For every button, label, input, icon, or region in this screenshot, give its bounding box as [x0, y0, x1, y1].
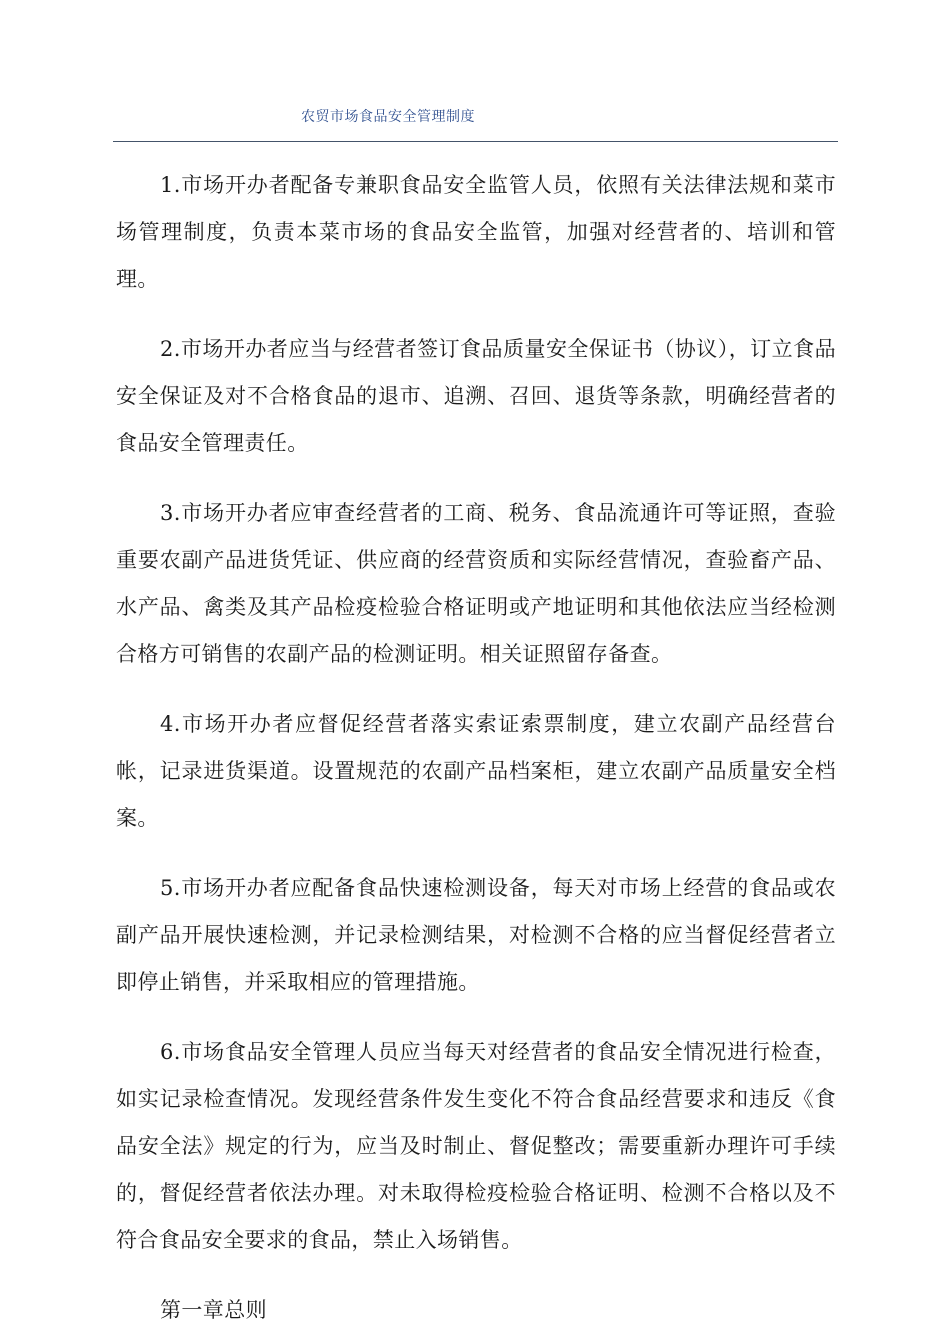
chapter-heading: 第一章总则 — [160, 1298, 267, 1322]
header-divider — [113, 141, 838, 142]
paragraph-1: 1.市场开办者配备专兼职食品安全监管人员，依照有关法律法规和菜市场管理制度，负责本菜市场的食品安全监管，加强对经营者的、培训和管理。 — [116, 173, 836, 291]
paragraph-2: 2.市场开办者应当与经营者签订食品质量安全保证书（协议），订立食品安全保证及对不合格食品的退市、追溯、召回、退货等条款，明确经营者的食品安全管理责任。 — [116, 337, 836, 455]
paragraph-5: 5.市场开办者应配备食品快速检测设备，每天对市场上经营的食品或农副产品开展快速检测，并记录检测结果，对检测不合格的应当督促经营者立即停止销售，并采取相应的管理措施。 — [116, 876, 836, 994]
paragraph-3: 3.市场开办者应审查经营者的工商、税务、食品流通许可等证照，查验重要农副产品进货凭证、供应商的经营资质和实际经营情况，查验畜产品、水产品、禽类及其产品检疫检验合格证明或产地证明和其他依法应当经检测合格方可销售的农副产品的检测证明。相关证照留存备查。 — [116, 501, 836, 666]
paragraph-6: 6.市场食品安全管理人员应当每天对经营者的食品安全情况进行检查，如实记录检查情况。发现经营条件发生变化不符合食品经营要求和违反《食品安全法》规定的行为，应当及时制止、督促整改；需要重新办理许可手续的，督促经营者依法办理。对未取得检疫检验合格证明、检测不合格以及不符合食品安全要求的食品，禁止入场销售。 — [116, 1040, 836, 1252]
document-body — [116, 162, 836, 1334]
paragraph-4: 4.市场开办者应督促经营者落实索证索票制度，建立农副产品经营台帐，记录进货渠道。设置规范的农副产品档案柜，建立农副产品质量安全档案。 — [116, 712, 836, 830]
header-title: 农贸市场食品安全管理制度 — [301, 109, 475, 125]
page-header — [113, 96, 838, 142]
